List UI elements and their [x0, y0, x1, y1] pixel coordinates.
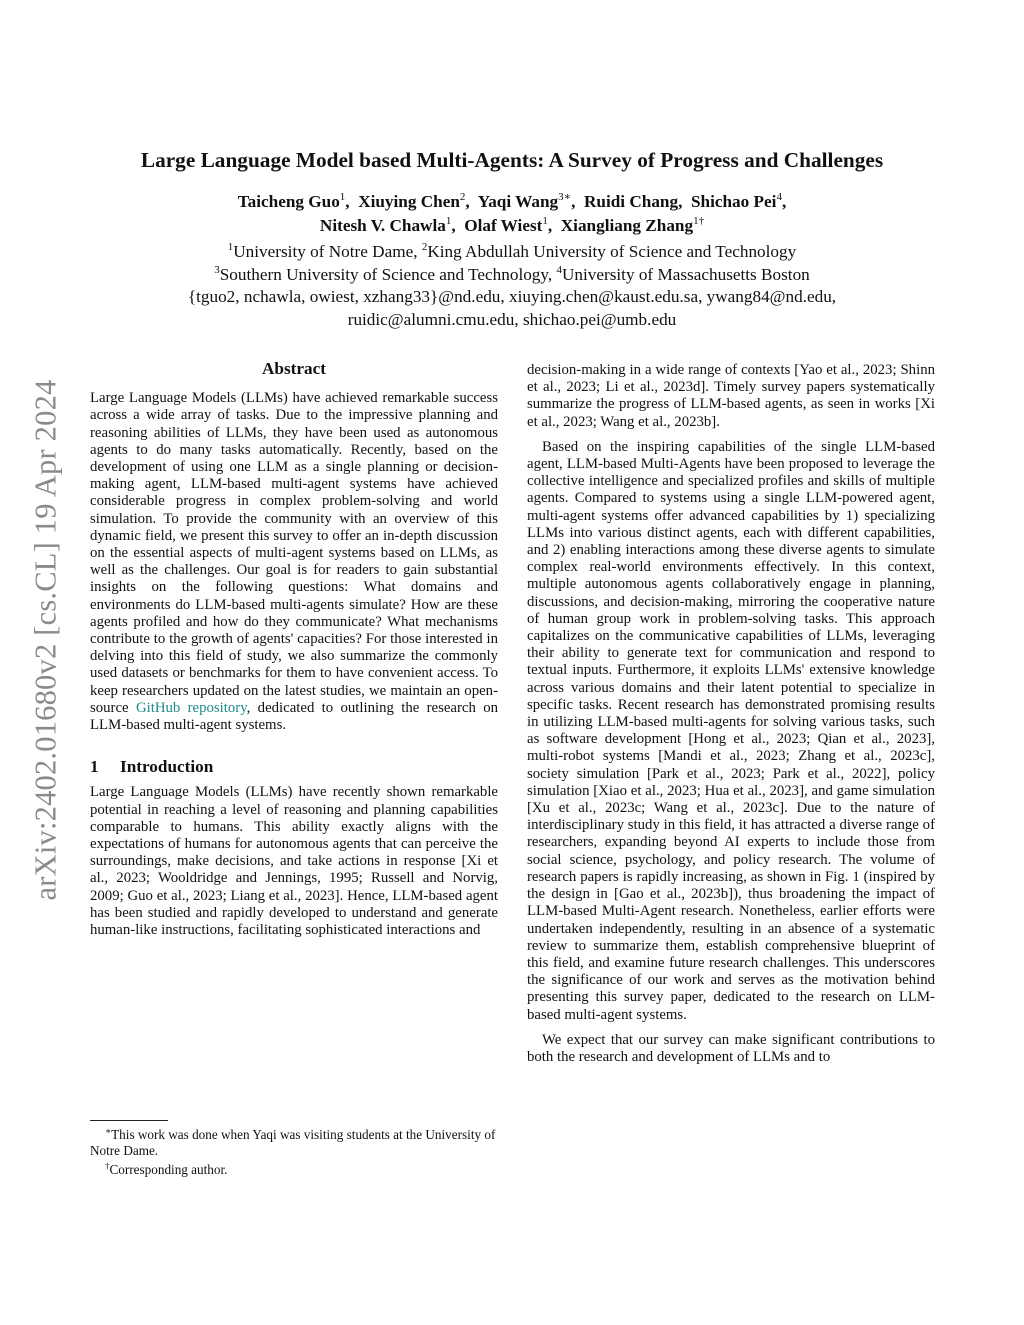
author-affiliation-mark: 1† — [693, 215, 705, 227]
author-affiliation-mark: 4 — [776, 191, 782, 203]
abstract-body: Large Language Models (LLMs) have achieved remarkable success across a wide array of tasks. Due to the impressive planning and reasoning abilities of LLMs, they have been used as autonomous agents to do many tasks automatically. Recently, based on the development of using one LLM as a single planning or decision-making agent, LLM-based multi-agent systems have achieved considerable progress in complex problem-solving and world simulation. To provide the community with an overview of this dynamic field, we present this survey to offer an in-depth discussion on the essential aspects of multi-agent systems based on LLMs, as well as the challenges. Our goal is for readers to gain substantial insights on the following questions: What domains and environments do LLM-based multi-agents simulate? How are these agents profiled and how do they communicate? What mechanisms contribute to the growth of agents' capacities? For those interested in delving into this field of study, we also summarize the commonly used datasets or benchmarks for them to have convenient access. To keep researchers updated on the latest studies, we maintain an open-source — [90, 390, 498, 716]
author-line-1: Taicheng Guo$^1$, Xiuying Chen$^2$, Yaqi Wang$^{3∗}$, Ruidi Chang, Shichao Pei$^4$, — [237, 191, 787, 211]
introduction-paragraph-3: We expect that our survey can make significant contributions to both the research and development of LLMs and to — [527, 1031, 935, 1065]
affiliation-text: King Abdullah University of Science and Technology — [427, 242, 797, 261]
footnote-2 — [90, 1162, 498, 1178]
author-line-2: Nitesh V. Chawla$^1$, Olaf Wiest$^1$, Xiangliang Zhang$^{1\dagger}$ — [319, 215, 705, 235]
footnote-mark: ∗ — [105, 1126, 112, 1136]
arxiv-identifier: arXiv:2402.01680v2 [cs.CL] 19 Apr 2024 — [28, 379, 63, 901]
abstract-text — [90, 390, 498, 734]
author-affiliation-mark: 1 — [339, 191, 346, 203]
introduction-paragraph-1-continued: decision-making in a wide range of contexts [Yao et al., 2023; Shinn et al., 2023; Li et al., 2023d]. Timely survey papers systematically summarize the progress of LLM-based agents, as seen in works [Xi et al., 2023; Wang et al., 2023b]. — [527, 362, 935, 430]
github-repository-link[interactable]: GitHub repository — [135, 699, 247, 716]
section-heading-introduction — [90, 758, 498, 775]
affiliation-text: University of Notre Dame, — [233, 242, 422, 261]
author-name: Yaqi Wang — [477, 192, 559, 211]
email-line-2: ruidic@alumni.cmu.edu, shichao.pei@umb.edu — [347, 309, 677, 329]
affiliation-text: Southern University of Science and Technology, — [219, 264, 557, 284]
author-affiliation-mark: 3∗ — [558, 191, 572, 203]
abstract-heading: Abstract — [262, 359, 326, 378]
section-title: Introduction — [120, 757, 214, 777]
author-name: Taicheng Guo — [237, 192, 340, 211]
affiliation-mark: 4 — [556, 263, 562, 276]
footnote-text: Corresponding author. — [109, 1162, 228, 1177]
author-list — [60, 190, 964, 238]
author-name: Xiuying Chen — [358, 192, 460, 211]
author-name: Olaf Wiest — [464, 216, 543, 235]
footnote-text: This work was done when Yaqi was visiting students at the University of Notre Dame. — [90, 1127, 496, 1158]
affiliation-mark: 3 — [214, 263, 220, 276]
introduction-paragraph-2: Based on the inspiring capabilities of the single LLM-based agent, LLM-based Multi-Agents have been proposed to leverage the collective intelligence and specialized profiles and skills of multiple agents. Compared to systems using a single LLM-powered agent, multi-agent systems offer advanced capabilities by 1) specializing LLMs into various distinct agents, each with different capabilities, and 2) enabling interactions among these diverse agents to simulate complex real-world environments effectively. In this context, multiple autonomous agents collaboratively engage in planning, discussions, and decision-making, mirroring the cooperative nature of human group work in problem-solving tasks. This approach capitalizes on the communicative capabilities of LLMs, leveraging their ability to generate text for communication and respond to textual inputs. Furthermore, it exploits LLMs' extensive knowledge across various domains and their latent potential to specialize in specific tasks. Recent research has demonstrated promising results in utilizing LLM-based multi-agents for solving various tasks, such as software development [Hong et al., 2023; Qian et al., 2023], multi-robot systems [Mandi et al., 2023; Zhang et al., 2023c], society simulation [Park et al., 2023; Park et al., 2022], policy simulation [Xiao et al., 2023; Hua et al., 2023], and game simulation [Xu et al., 2023c; Wang et al., 2023c]. Due to the nature of interdisciplinary study in this field, it has attracted a diverse range of researchers, expanding beyond AI experts to include those from social science, psychology, and policy research. The volume of research papers is rapidly increasing, as shown in Fig. 1 (inspired by the design in [Gao et al., 2023b]), thus broadening the impact of LLM-based Multi-Agent research. Nonetheless, earlier efforts were undertaken independently, resulting in an absence of a systematic review to summarize them, establish comprehensive blueprint of this field, and examine future research challenges. This underscores the significance of our work and serves as the motivation behind presenting this survey paper, dedicated to the research on LLM-based multi-agent systems. — [527, 438, 935, 1023]
author-affiliation-mark: 1 — [445, 215, 452, 227]
affiliation-mark: 1 — [227, 241, 234, 253]
right-column — [527, 362, 935, 1066]
introduction-paragraph-1: Large Language Models (LLMs) have recently shown remarkable potential in reaching a level of reasoning and planning capabilities comparable to humans. This ability exactly aligns with the expectations of humans for autonomous agents that can perceive the surroundings, make decisions, and take actions in response [Xi et al., 2023; Wooldridge and Jennings, 1995; Russell and Norvig, 2009; Guo et al., 2023; Liang et al., 2023]. Hence, LLM-based agent has been studied and rapidly developed to understand and generate human-like instructions, facilitating sophisticated interactions and — [90, 784, 498, 939]
author-affiliation-mark: 1 — [542, 215, 548, 227]
email-line-1: {tguo2, nchawla, owiest, xzhang33}@nd.edu, xiuying.chen@kaust.edu.sa, ywang84@nd.edu, — [187, 287, 837, 306]
affiliation-text: University of Massachusetts Boston — [561, 264, 810, 284]
section-number: 1 — [90, 757, 99, 777]
author-affiliation-mark: 2 — [459, 191, 466, 203]
footnote-mark: † — [105, 1161, 110, 1171]
abstract-body-end: , dedicated to outlining the research on LLM-based multi-agent systems. — [90, 699, 498, 734]
author-name: Nitesh V. Chawla — [319, 216, 446, 235]
affiliation-mark: 2 — [421, 241, 428, 253]
author-name: Xiangliang Zhang — [560, 216, 694, 235]
affiliation-line-2 — [60, 264, 964, 287]
author-name: Ruidi Chang — [583, 192, 679, 211]
footnote-1 — [90, 1127, 498, 1159]
arxiv-identifier-stamp — [20, 330, 72, 950]
left-column — [90, 360, 498, 939]
affiliation-line-1 — [60, 241, 964, 264]
affiliations-block — [60, 241, 964, 331]
paper-title: Large Language Model based Multi-Agents: A Survey of Progress and Challenges — [140, 148, 884, 172]
footnote-rule — [90, 1120, 168, 1121]
footnotes — [90, 1120, 498, 1181]
author-name: Shichao Pei — [690, 192, 777, 211]
